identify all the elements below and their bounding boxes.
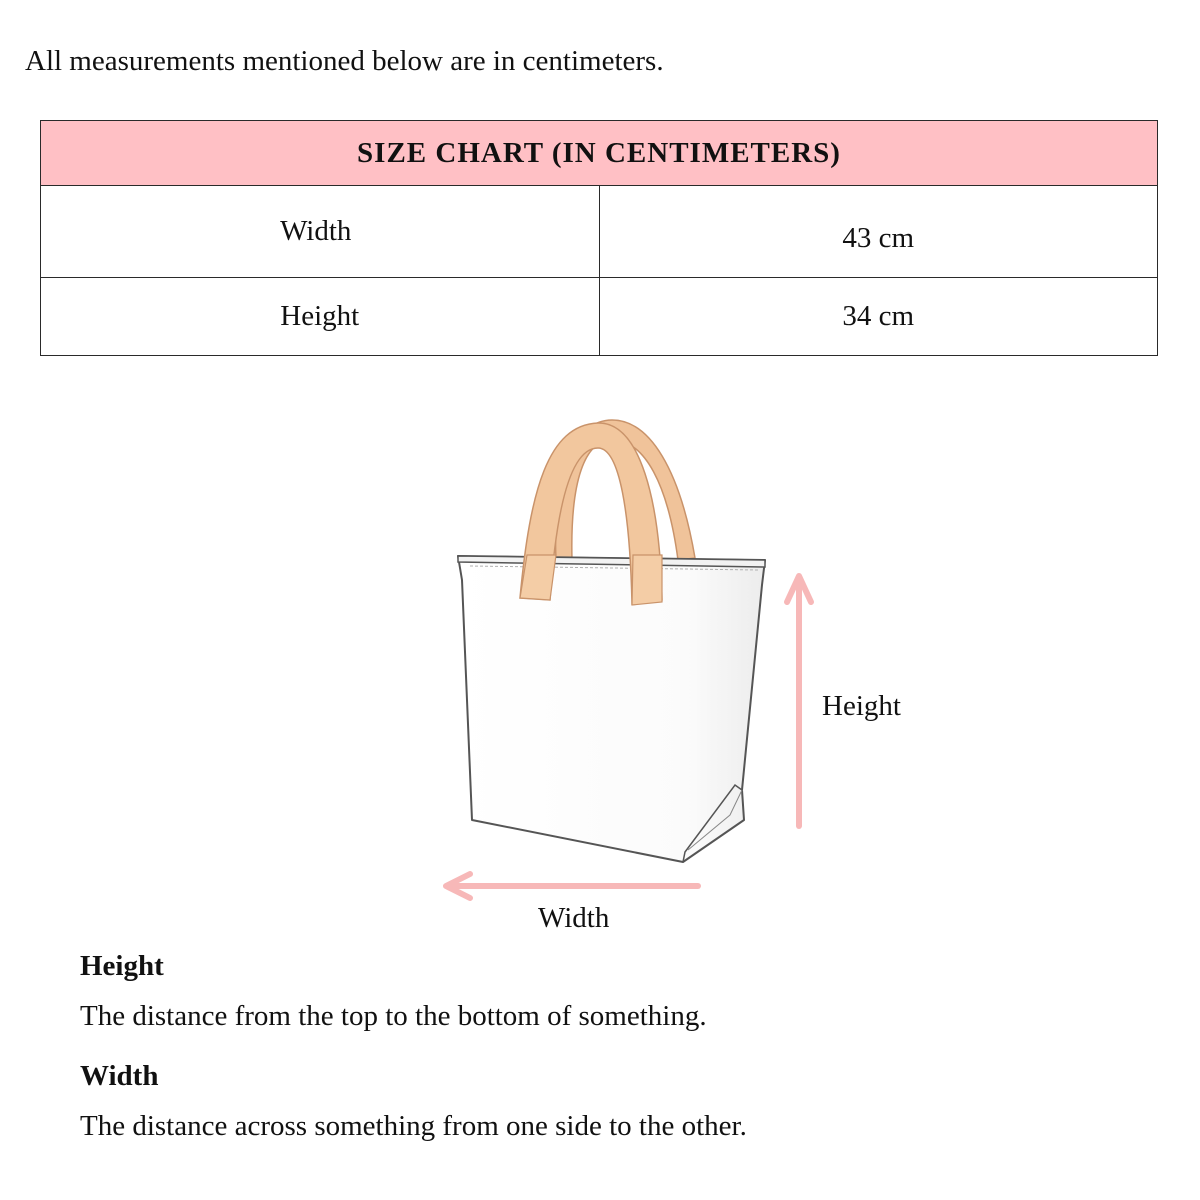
size-chart-table [40, 120, 1158, 356]
bag-body [458, 556, 765, 862]
bag-diagram [0, 400, 1200, 940]
table-row [41, 278, 1158, 356]
definition-term-width: Width [80, 1060, 159, 1092]
size-chart-title: SIZE CHART (IN CENTIMETERS) [41, 121, 1158, 186]
definition-text-width: The distance across something from one side to the other. [80, 1110, 747, 1142]
width-value-cell: 43 cm [599, 186, 1158, 278]
definitions-section [80, 948, 1130, 1168]
width-label-cell: Width [41, 186, 600, 278]
width-arrow [446, 874, 698, 898]
definition-term-height: Height [80, 950, 164, 982]
right-handle-tab [632, 555, 662, 605]
height-value-cell: 34 cm [599, 278, 1158, 356]
tote-bag-illustration [0, 400, 1200, 940]
table-row [41, 186, 1158, 278]
definition-text-height: The distance from the top to the bottom of something. [80, 1000, 707, 1032]
height-arrow [787, 576, 811, 826]
intro-text: All measurements mentioned below are in centimeters. [25, 45, 664, 77]
height-arrow-label: Height [822, 690, 901, 722]
size-chart-header-row [41, 121, 1158, 186]
width-arrow-label: Width [538, 902, 610, 934]
height-label-cell: Height [41, 278, 600, 356]
left-handle-tab [520, 555, 556, 600]
